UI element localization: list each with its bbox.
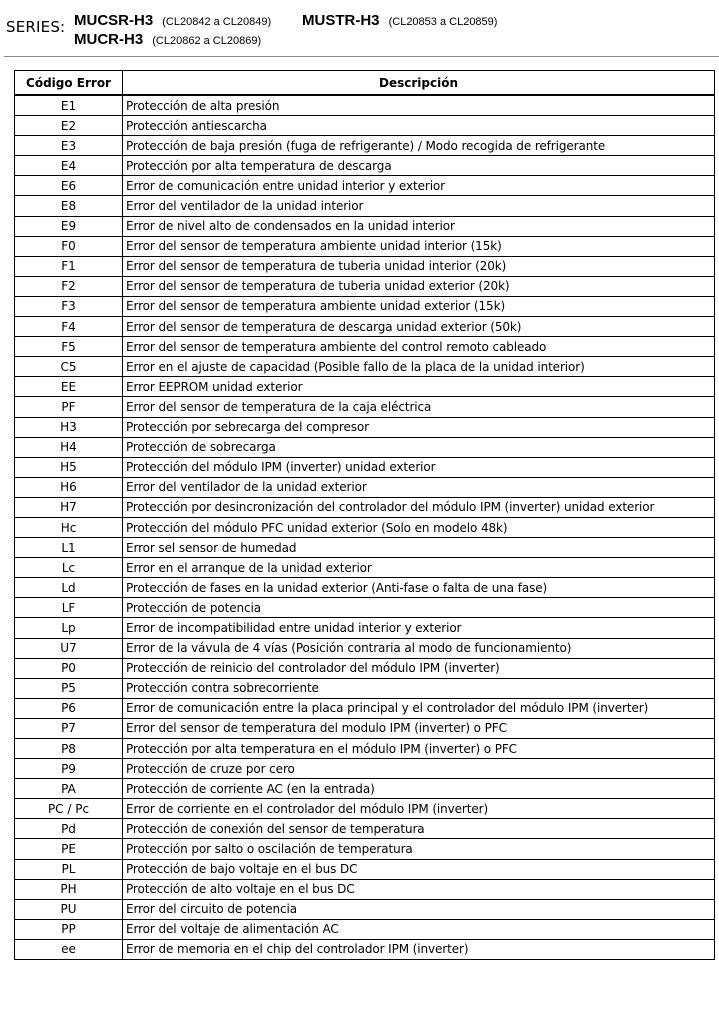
table-row: [15, 678, 715, 698]
table-row: [15, 417, 715, 437]
error-description-cell: Protección de cruze por cero: [123, 759, 715, 779]
error-code-cell: Pd: [15, 819, 123, 839]
table-row: [15, 116, 715, 136]
error-code-cell: P0: [15, 658, 123, 678]
table-row: [15, 477, 715, 497]
table-row: [15, 136, 715, 156]
table-row: [15, 196, 715, 216]
table-row: [15, 859, 715, 879]
error-description-cell: Protección de baja presión (fuga de refrigerante) / Modo recogida de refrigerante: [123, 136, 715, 156]
table-row: [15, 558, 715, 578]
error-description-cell: Protección de alto voltaje en el bus DC: [123, 879, 715, 899]
table-row: [15, 698, 715, 718]
table-row: [15, 718, 715, 738]
table-row: [15, 819, 715, 839]
error-code-cell: PF: [15, 397, 123, 417]
table-row: [15, 216, 715, 236]
error-code-cell: P9: [15, 759, 123, 779]
error-description-cell: Error en el ajuste de capacidad (Posible fallo de la placa de la unidad interior): [123, 357, 715, 377]
table-body: [15, 95, 715, 960]
table-row: [15, 658, 715, 678]
error-code-cell: E2: [15, 116, 123, 136]
error-code-cell: EE: [15, 377, 123, 397]
error-code-cell: Lc: [15, 558, 123, 578]
error-code-cell: H3: [15, 417, 123, 437]
error-code-cell: P7: [15, 718, 123, 738]
error-description-cell: Error del sensor de temperatura de descarga unidad exterior (50k): [123, 317, 715, 337]
error-description-cell: Protección por alta temperatura de descarga: [123, 156, 715, 176]
error-description-cell: Protección antiescarcha: [123, 116, 715, 136]
error-description-cell: Error del sensor de temperatura de tuberia unidad exterior (20k): [123, 276, 715, 296]
column-header-code: Código Error: [15, 71, 123, 96]
table-row: [15, 598, 715, 618]
series-model-name: MUCSR-H3: [74, 12, 154, 29]
error-description-cell: Protección de alta presión: [123, 95, 715, 116]
series-label: SERIES:: [6, 18, 66, 36]
table-row: [15, 578, 715, 598]
error-code-cell: E4: [15, 156, 123, 176]
error-code-cell: ee: [15, 939, 123, 959]
series-model-codes: (CL20842 a CL20849): [162, 16, 272, 28]
table-row: [15, 256, 715, 276]
error-code-cell: Hc: [15, 517, 123, 537]
table-row: [15, 437, 715, 457]
error-code-cell: P5: [15, 678, 123, 698]
error-code-cell: L1: [15, 538, 123, 558]
error-description-cell: Error del sensor de temperatura de tuberia unidad interior (20k): [123, 256, 715, 276]
error-code-cell: F3: [15, 296, 123, 316]
series-model-line: [74, 29, 261, 48]
error-code-cell: PU: [15, 899, 123, 919]
error-description-cell: Protección de fases en la unidad exterior (Anti-fase o falta de una fase): [123, 578, 715, 598]
error-code-cell: E3: [15, 136, 123, 156]
error-code-cell: LF: [15, 598, 123, 618]
table-row: [15, 899, 715, 919]
series-model-line: [302, 10, 497, 29]
error-code-cell: E1: [15, 95, 123, 116]
header-divider: [4, 56, 719, 57]
table-row: [15, 538, 715, 558]
error-code-cell: P8: [15, 739, 123, 759]
table-row: [15, 176, 715, 196]
table-row: [15, 919, 715, 939]
error-description-cell: Error de comunicación entre unidad interior y exterior: [123, 176, 715, 196]
table-row: [15, 457, 715, 477]
error-description-cell: Error de comunicación entre la placa principal y el controlador del módulo IPM (inverter): [123, 698, 715, 718]
error-code-cell: E9: [15, 216, 123, 236]
table-row: [15, 618, 715, 638]
table-row: [15, 939, 715, 959]
error-description-cell: Protección de potencia: [123, 598, 715, 618]
error-code-cell: C5: [15, 357, 123, 377]
error-description-cell: Protección por desincronización del controlador del módulo IPM (inverter) unidad exterior: [123, 497, 715, 517]
error-code-cell: U7: [15, 638, 123, 658]
table-row: [15, 739, 715, 759]
table-row: [15, 317, 715, 337]
table-row: [15, 879, 715, 899]
error-code-cell: E6: [15, 176, 123, 196]
table-row: [15, 839, 715, 859]
error-description-cell: Error sel sensor de humedad: [123, 538, 715, 558]
table-row: [15, 156, 715, 176]
error-description-cell: Protección de reinicio del controlador del módulo IPM (inverter): [123, 658, 715, 678]
error-description-cell: Error del ventilador de la unidad exterior: [123, 477, 715, 497]
error-code-cell: H4: [15, 437, 123, 457]
table-header-row: [15, 71, 715, 96]
error-code-cell: H7: [15, 497, 123, 517]
error-code-cell: PE: [15, 839, 123, 859]
table-row: [15, 779, 715, 799]
error-description-cell: Error de nivel alto de condensados en la unidad interior: [123, 216, 715, 236]
table-row: [15, 638, 715, 658]
error-description-cell: Protección del módulo IPM (inverter) unidad exterior: [123, 457, 715, 477]
error-code-cell: F1: [15, 256, 123, 276]
error-description-cell: Error del circuito de potencia: [123, 899, 715, 919]
table-row: [15, 517, 715, 537]
error-description-cell: Error del sensor de temperatura ambiente unidad exterior (15k): [123, 296, 715, 316]
error-description-cell: Error de la vávula de 4 vías (Posición contraria al modo de funcionamiento): [123, 638, 715, 658]
error-code-cell: PL: [15, 859, 123, 879]
error-description-cell: Error de incompatibilidad entre unidad interior y exterior: [123, 618, 715, 638]
error-code-cell: Lp: [15, 618, 123, 638]
series-model-codes: (CL20853 a CL20859): [388, 16, 498, 28]
error-code-cell: E8: [15, 196, 123, 216]
error-description-cell: Protección de sobrecarga: [123, 437, 715, 457]
table-row: [15, 296, 715, 316]
error-description-cell: Error del sensor de temperatura ambiente unidad interior (15k): [123, 236, 715, 256]
table-row: [15, 377, 715, 397]
error-description-cell: Error del voltaje de alimentación AC: [123, 919, 715, 939]
error-code-cell: F5: [15, 337, 123, 357]
table-row: [15, 759, 715, 779]
error-code-cell: Ld: [15, 578, 123, 598]
table-row: [15, 337, 715, 357]
error-description-cell: Error del sensor de temperatura del modulo IPM (inverter) o PFC: [123, 718, 715, 738]
error-code-cell: P6: [15, 698, 123, 718]
table-row: [15, 95, 715, 116]
error-code-cell: PP: [15, 919, 123, 939]
error-description-cell: Protección contra sobrecorriente: [123, 678, 715, 698]
series-header: [4, 8, 716, 52]
error-description-cell: Error del ventilador de la unidad interior: [123, 196, 715, 216]
error-description-cell: Error EEPROM unidad exterior: [123, 377, 715, 397]
error-code-cell: H5: [15, 457, 123, 477]
series-model-line: [74, 10, 271, 29]
series-model-name: MUSTR-H3: [302, 12, 380, 29]
error-description-cell: Protección por sebrecarga del compresor: [123, 417, 715, 437]
error-code-cell: F0: [15, 236, 123, 256]
table-row: [15, 799, 715, 819]
table-row: [15, 397, 715, 417]
error-code-cell: H6: [15, 477, 123, 497]
table-row: [15, 276, 715, 296]
error-description-cell: Error de memoria en el chip del controlador IPM (inverter): [123, 939, 715, 959]
error-code-cell: PC / Pc: [15, 799, 123, 819]
error-description-cell: Protección de bajo voltaje en el bus DC: [123, 859, 715, 879]
error-description-cell: Protección de conexión del sensor de temperatura: [123, 819, 715, 839]
table-row: [15, 497, 715, 517]
error-description-cell: Error del sensor de temperatura ambiente del control remoto cableado: [123, 337, 715, 357]
table-row: [15, 236, 715, 256]
error-description-cell: Protección por alta temperatura en el módulo IPM (inverter) o PFC: [123, 739, 715, 759]
error-description-cell: Error de corriente en el controlador del módulo IPM (inverter): [123, 799, 715, 819]
error-description-cell: Protección por salto o oscilación de temperatura: [123, 839, 715, 859]
column-header-description: Descripción: [123, 71, 715, 96]
error-description-cell: Protección del módulo PFC unidad exterior (Solo en modelo 48k): [123, 517, 715, 537]
error-code-cell: PA: [15, 779, 123, 799]
error-description-cell: Protección de corriente AC (en la entrada): [123, 779, 715, 799]
error-code-cell: F2: [15, 276, 123, 296]
error-code-cell: F4: [15, 317, 123, 337]
error-code-cell: PH: [15, 879, 123, 899]
table-row: [15, 357, 715, 377]
error-description-cell: Error en el arranque de la unidad exterior: [123, 558, 715, 578]
error-code-table: [14, 70, 715, 960]
series-model-name: MUCR-H3: [74, 31, 144, 48]
error-description-cell: Error del sensor de temperatura de la caja eléctrica: [123, 397, 715, 417]
series-model-codes: (CL20862 a CL20869): [152, 35, 262, 47]
